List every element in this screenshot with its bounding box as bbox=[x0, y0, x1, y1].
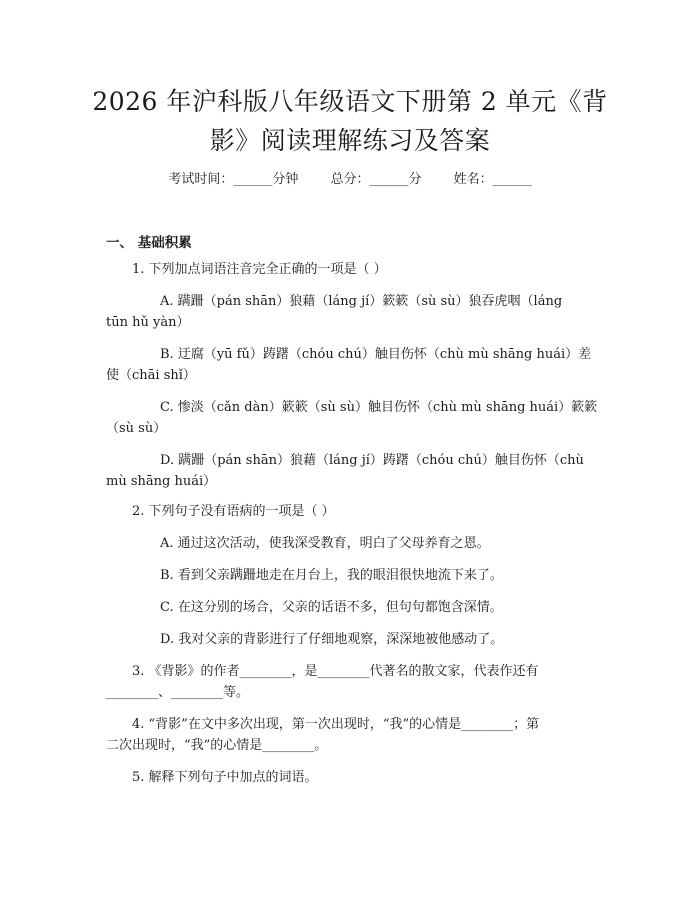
question-3-line-2: ________、________等。 bbox=[106, 685, 250, 700]
question-1-option-c-cont: （sù sù） bbox=[106, 421, 167, 436]
question-1-option-d: D. 蹒跚（pán shān）狼藉（láng jí）踌躇（chóu chú）触目伤怀（chù bbox=[160, 453, 584, 468]
exam-time: 考试时间：______分钟 bbox=[168, 172, 299, 187]
question-2-option-a: A. 通过这次活动，使我深受教育，明白了父母养育之恩。 bbox=[160, 536, 490, 551]
question-2-option-d: D. 我对父亲的背影进行了仔细地观察，深深地被他感动了。 bbox=[160, 632, 504, 647]
exam-info bbox=[0, 168, 700, 187]
section-heading: 一、 基础积累 bbox=[106, 235, 192, 251]
title-line-2: 影》阅读理解练习及答案 bbox=[209, 126, 491, 155]
question-3-line-1: 3. 《背影》的作者________，是________代著名的散文家，代表作还有 bbox=[132, 664, 539, 679]
exam-score: 总分：______分 bbox=[330, 172, 422, 187]
question-1-option-a: A. 蹒跚（pán shān）狼藉（láng jí）簌簌（sù sù）狼吞虎咽（láng bbox=[160, 294, 563, 309]
question-1-option-b-cont: 使（chāi shǐ） bbox=[106, 368, 196, 383]
student-name: 姓名：______ bbox=[453, 172, 532, 187]
document-title bbox=[90, 82, 610, 160]
question-2-option-c: C. 在这分别的场合，父亲的话语不多，但句句都饱含深情。 bbox=[160, 600, 503, 615]
title-line-1: 2026 年沪科版八年级语文下册第 2 单元《背 bbox=[92, 87, 608, 116]
question-1-stem: 1. 下列加点词语注音完全正确的一项是（ ） bbox=[132, 262, 387, 277]
question-5-stem: 5. 解释下列句子中加点的词语。 bbox=[132, 770, 318, 785]
question-1-option-d-cont: mù shāng huái） bbox=[106, 474, 217, 489]
question-1-option-c: C. 惨淡（cǎn dàn）簌簌（sù sù）触目伤怀（chù mù shāng huái）簌簌 bbox=[160, 400, 598, 415]
question-2-stem: 2. 下列句子没有语病的一项是（ ） bbox=[132, 504, 335, 519]
question-4-line-1: 4. “背影”在文中多次出现，第一次出现时，“我”的心情是________；第 bbox=[132, 717, 540, 732]
question-4-line-2: 二次出现时，“我”的心情是________。 bbox=[106, 738, 328, 753]
question-1-option-a-cont: tūn hǔ yàn） bbox=[106, 315, 190, 330]
question-2-option-b: B. 看到父亲蹒跚地走在月台上，我的眼泪很快地流下来了。 bbox=[160, 568, 503, 583]
question-1-option-b: B. 迂腐（yū fǔ）踌躇（chóu chú）触目伤怀（chù mù shāng huái）差 bbox=[160, 347, 592, 362]
